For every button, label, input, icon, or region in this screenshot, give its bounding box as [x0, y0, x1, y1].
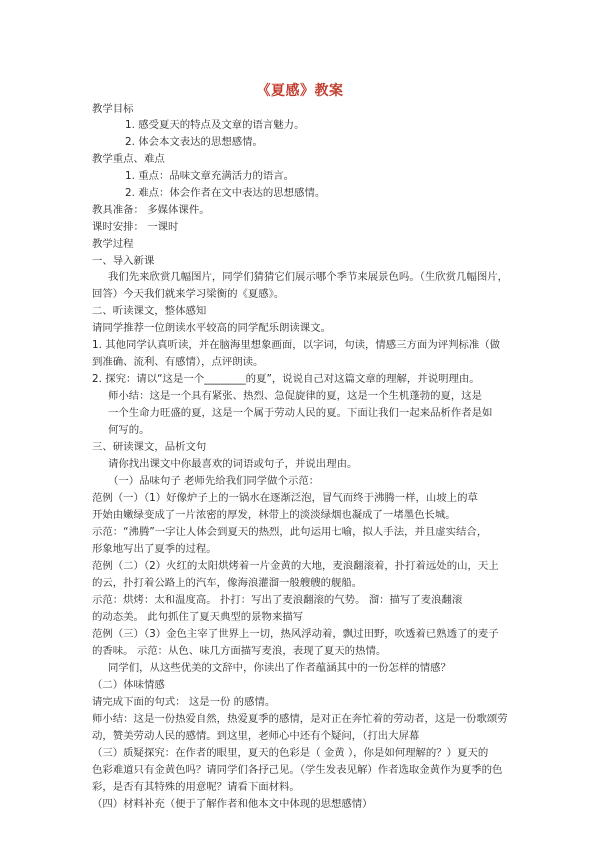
- paragraph-line: 一个生命力旺盛的夏，这是一个属于劳动人民的夏。下面让我们一起来品析作者是如: [108, 407, 493, 419]
- paragraph-line: 回答）今天我们就来学习梁衡的《夏感》。: [92, 288, 285, 300]
- paragraph-line: 开始由嫩绿变成了一片浓密的厚发，林带上的淡淡绿烟也凝成了一堵墨色长城。: [92, 509, 456, 521]
- paragraph-line: 师小结：这是一份热爱自然，热爱夏季的感情，是对正在奔忙着的劳动者，这是一份歌颂劳: [92, 713, 508, 725]
- paragraph-line: 示范：“沸腾”一字让人体会到夏天的热烈，此句运用七喻，拟人手法，并且虚实结合，: [92, 526, 488, 538]
- key-point-2: 2. 难点：体会作者在文中表达的思想感情。: [125, 187, 326, 199]
- paragraph-line: 的香味。 示范：从色、味几方面描写麦浪，表现了夏天的热情。: [92, 645, 387, 657]
- paragraph-line: 何写的。: [108, 424, 150, 436]
- heading-objectives: 教学目标: [92, 103, 134, 115]
- objective-1: 1. 感受夏天的特点及文章的语言魅力。: [125, 119, 305, 131]
- paragraph-line: 动，赞美劳动人民的感情。到这里，老师心中还有个疑问，（打出大屏幕: [92, 730, 420, 742]
- paragraph-line: 的云，扑打着公路上的汽车，像海浪灌溜一般艘艘的舰船。: [92, 577, 363, 589]
- section-1-heading: 一、导入新课: [92, 255, 155, 267]
- paragraph-line: 同学们，从这些优美的文辞中，你读出了作者蕴涵其中的一份怎样的情感？: [108, 662, 451, 674]
- section-2-heading: 二、听读课文，整体感知: [92, 305, 207, 317]
- paragraph-line: 的动态美。 此句抓住了夏天典型的景物来描写: [92, 611, 304, 623]
- key-point-1: 1. 重点：品味文章充满活力的语言。: [125, 170, 295, 182]
- paragraph-line: 我们先来欣赏几幅图片，同学们猜猜它们展示哪个季节来展景色吗。（生欣赏几幅图片，: [108, 271, 509, 283]
- paragraph-line: 到准确、流利、有感情），点评朗读。: [92, 356, 264, 368]
- subsection-heading: （四）材料补充（便于了解作者和他本文中体现的思想感情）: [92, 798, 373, 810]
- paragraph-line: 彩，是否有其特殊的用意呢？请看下面材料。: [92, 781, 300, 793]
- paragraph-line: 师小结：这是一个具有紧张、热烈、急促旋律的夏，这是一个生机蓬勃的夏，这是: [108, 390, 483, 402]
- paragraph-line: （三）质疑探究：在作者的眼里，夏天的色彩是（ 金黄 ），你是如何理解的？）夏天的: [92, 747, 489, 759]
- paragraph-line: 请你找出课文中你最喜欢的词语或句子，并说出理由。: [108, 458, 358, 470]
- paragraph-line: 请同学推荐一位朗读水平较高的同学配乐朗读课文。: [92, 322, 331, 334]
- teaching-aids: 教具准备： 多媒体课件。: [92, 204, 210, 216]
- objective-2: 2. 体会本文表达的思想感情。: [125, 136, 263, 148]
- section-3-heading: 三、研读课文，品析文句: [92, 441, 207, 453]
- paragraph-line: 形象地写出了夏季的过程。: [92, 543, 217, 555]
- heading-process: 教学过程: [92, 238, 134, 250]
- paragraph-line: 请完成下面的句式： 这是一份 的感情。: [92, 696, 276, 708]
- paragraph-line: （一）品味句子 老师先给我们同学做个示范：: [108, 475, 320, 487]
- document-title: 《夏感》教案: [256, 83, 344, 99]
- paragraph-line: 色彩难道只有金黄色吗？请同学们各抒己见。（学生发表见解）作者选取金黄作为夏季的色: [92, 764, 503, 776]
- paragraph-line: 范例（一）（1）好像炉子上的一锅水在逐渐泛泡，冒气而终于沸腾一样，山坡上的草: [92, 492, 478, 504]
- class-schedule: 课时安排： 一课时: [92, 221, 179, 233]
- paragraph-line: 2. 探究：请以“这是一个________的夏”，说说自己对这篇文章的理解，并说明理由。: [92, 373, 480, 385]
- heading-key-points: 教学重点、难点: [92, 153, 165, 165]
- paragraph-line: 1. 其他同学认真听读，并在脑海里想象画面，以字词，句读，情感三方面为评判标准（做: [92, 339, 501, 351]
- paragraph-line: 范例（三）（3）金色主宰了世界上一切，热风浮动着，飘过田野，吹透着已熟透了的麦子: [92, 628, 499, 640]
- paragraph-line: 示范：烘烤：太和温度高。 扑打：写出了麦浪翻滚的气势。 溜：描写了麦浪翻滚: [92, 594, 463, 606]
- paragraph-line: 范例（二）（2）火红的太阳烘烤着一片金黄的大地，麦浪翻滚着，扑打着远处的山，天上: [92, 560, 499, 572]
- subsection-heading: （二）体味情感: [92, 679, 165, 691]
